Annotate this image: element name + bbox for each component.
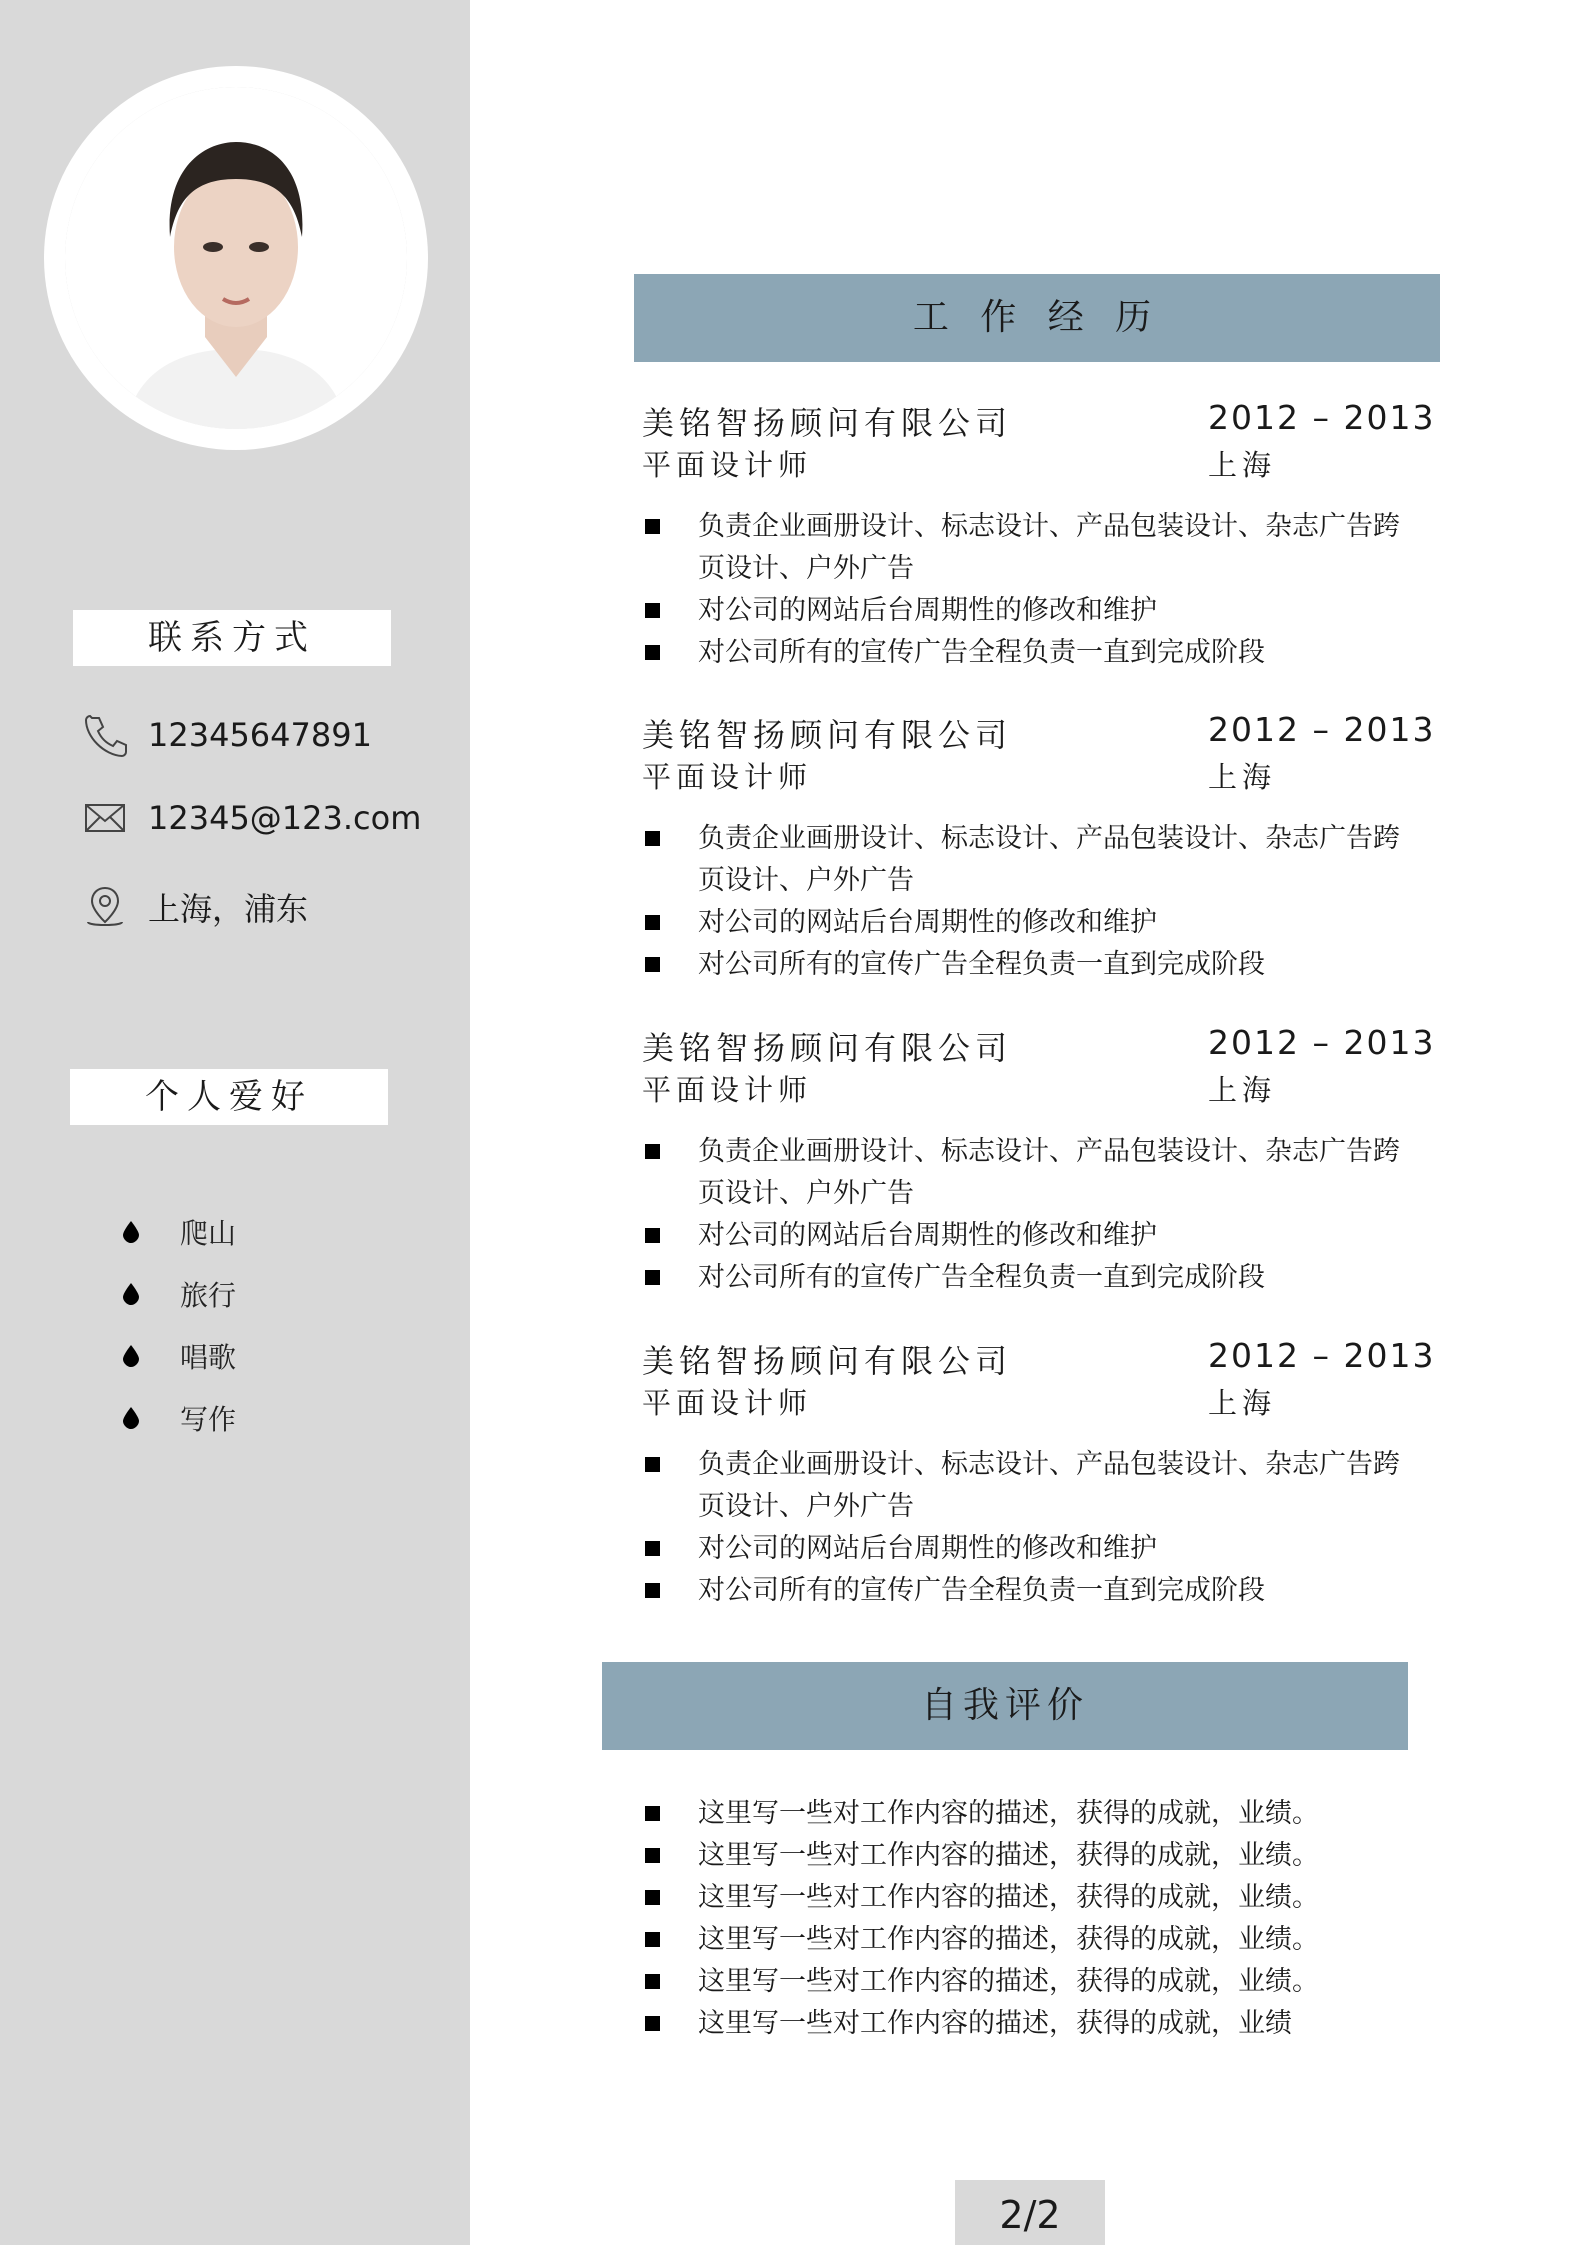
drop-icon — [122, 1345, 140, 1367]
hobby-label: 唱歌 — [180, 1341, 237, 1374]
duty-item: 对公司的网站后台周期性的修改和维护 — [642, 902, 1402, 944]
job-duties — [642, 818, 1402, 986]
hobby-item — [122, 1212, 236, 1252]
square-bullet-icon — [645, 1541, 660, 1556]
evaluation-item: 这里写一些对工作内容的描述，获得的成就，业绩。 — [642, 1835, 1402, 1877]
profile-photo-frame — [44, 66, 428, 450]
job-duties — [642, 506, 1402, 674]
square-bullet-icon — [645, 1270, 660, 1285]
duty-item: 对公司所有的宣传广告全程负责一直到完成阶段 — [642, 1570, 1402, 1612]
square-bullet-icon — [645, 1932, 660, 1947]
email-address: 12345@123.com — [148, 799, 422, 837]
duty-item: 负责企业画册设计、标志设计、产品包装设计、杂志广告跨页设计、户外广告 — [642, 1444, 1402, 1528]
page-number: 2/2 — [955, 2180, 1105, 2245]
job-company: 美铭智扬顾问有限公司 — [642, 716, 1013, 754]
square-bullet-icon — [645, 2016, 660, 2031]
phone-icon — [82, 712, 128, 758]
drop-icon — [122, 1283, 140, 1305]
duty-item: 对公司的网站后台周期性的修改和维护 — [642, 1528, 1402, 1570]
job-duties — [642, 1444, 1402, 1612]
job-city: 上海 — [1208, 448, 1277, 482]
square-bullet-icon — [645, 645, 660, 660]
hobby-item — [122, 1336, 236, 1376]
duty-item: 对公司所有的宣传广告全程负责一直到完成阶段 — [642, 1257, 1402, 1299]
duty-item: 负责企业画册设计、标志设计、产品包装设计、杂志广告跨页设计、户外广告 — [642, 1131, 1402, 1215]
square-bullet-icon — [645, 1974, 660, 1989]
contact-email — [82, 793, 421, 843]
evaluation-item: 这里写一些对工作内容的描述，获得的成就，业绩。 — [642, 1961, 1402, 2003]
self-evaluation-heading: 自我评价 — [602, 1662, 1408, 1750]
job-company: 美铭智扬顾问有限公司 — [642, 404, 1013, 442]
contact-heading: 联系方式 — [73, 610, 391, 666]
contact-phone — [82, 710, 372, 760]
duty-item: 对公司所有的宣传广告全程负责一直到完成阶段 — [642, 944, 1402, 986]
hobby-item — [122, 1274, 236, 1314]
self-evaluation-list — [642, 1793, 1402, 2045]
profile-photo — [65, 87, 407, 429]
square-bullet-icon — [645, 1228, 660, 1243]
location-text: 上海，浦东 — [148, 890, 309, 928]
square-bullet-icon — [645, 519, 660, 534]
hobbies-heading: 个人爱好 — [70, 1069, 388, 1125]
job-position: 平面设计师 — [642, 1073, 813, 1107]
job-company: 美铭智扬顾问有限公司 — [642, 1342, 1013, 1380]
portrait-illustration — [65, 87, 407, 429]
evaluation-item: 这里写一些对工作内容的描述，获得的成就，业绩。 — [642, 1793, 1402, 1835]
square-bullet-icon — [645, 603, 660, 618]
map-pin-icon — [82, 884, 128, 930]
job-company: 美铭智扬顾问有限公司 — [642, 1029, 1013, 1067]
job-city: 上海 — [1208, 1386, 1277, 1420]
drop-icon — [122, 1221, 140, 1243]
job-years: 2012 – 2013 — [1208, 398, 1436, 437]
duty-item: 负责企业画册设计、标志设计、产品包装设计、杂志广告跨页设计、户外广告 — [642, 506, 1402, 590]
evaluation-item: 这里写一些对工作内容的描述，获得的成就，业绩。 — [642, 1919, 1402, 1961]
drop-icon — [122, 1407, 140, 1429]
job-years: 2012 – 2013 — [1208, 710, 1436, 749]
hobby-label: 写作 — [180, 1403, 237, 1436]
job-years: 2012 – 2013 — [1208, 1023, 1436, 1062]
sidebar — [0, 0, 470, 2245]
square-bullet-icon — [645, 1144, 660, 1159]
job-duties — [642, 1131, 1402, 1299]
envelope-icon — [82, 795, 128, 841]
hobby-label: 旅行 — [180, 1279, 237, 1312]
phone-number: 12345647891 — [148, 716, 372, 754]
job-years: 2012 – 2013 — [1208, 1336, 1436, 1375]
duty-item: 对公司的网站后台周期性的修改和维护 — [642, 1215, 1402, 1257]
square-bullet-icon — [645, 1890, 660, 1905]
job-position: 平面设计师 — [642, 448, 813, 482]
job-position: 平面设计师 — [642, 1386, 813, 1420]
duty-item: 对公司的网站后台周期性的修改和维护 — [642, 590, 1402, 632]
contact-location — [82, 882, 308, 932]
evaluation-item: 这里写一些对工作内容的描述，获得的成就，业绩 — [642, 2003, 1402, 2045]
square-bullet-icon — [645, 1457, 660, 1472]
hobby-label: 爬山 — [180, 1217, 237, 1250]
experience-heading: 工 作 经 历 — [634, 274, 1440, 362]
job-city: 上海 — [1208, 760, 1277, 794]
job-position: 平面设计师 — [642, 760, 813, 794]
duty-item: 负责企业画册设计、标志设计、产品包装设计、杂志广告跨页设计、户外广告 — [642, 818, 1402, 902]
hobby-item — [122, 1398, 236, 1438]
duty-item: 对公司所有的宣传广告全程负责一直到完成阶段 — [642, 632, 1402, 674]
square-bullet-icon — [645, 1583, 660, 1598]
square-bullet-icon — [645, 915, 660, 930]
evaluation-item: 这里写一些对工作内容的描述，获得的成就，业绩。 — [642, 1877, 1402, 1919]
job-city: 上海 — [1208, 1073, 1277, 1107]
square-bullet-icon — [645, 1806, 660, 1821]
square-bullet-icon — [645, 957, 660, 972]
square-bullet-icon — [645, 831, 660, 846]
square-bullet-icon — [645, 1848, 660, 1863]
